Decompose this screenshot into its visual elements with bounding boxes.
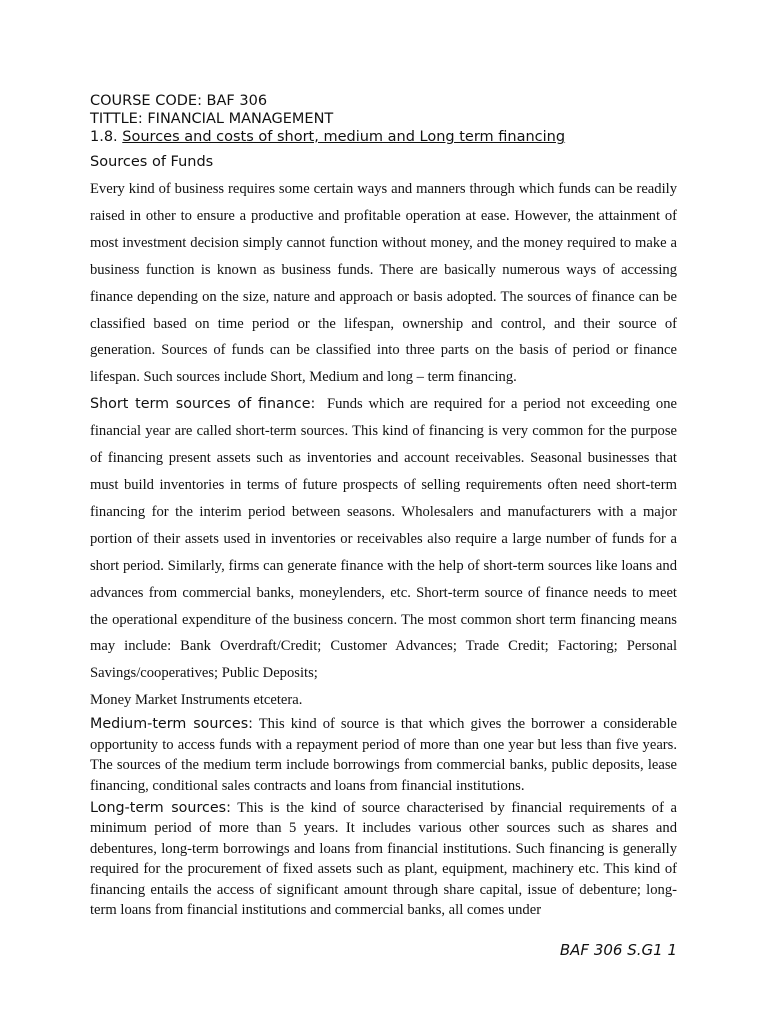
course-title: TITTLE: FINANCIAL MANAGEMENT <box>90 111 334 127</box>
long-term-paragraph <box>90 798 677 922</box>
medium-term-heading: Medium-term sources: <box>90 716 253 733</box>
short-term-heading: Short term sources of finance: <box>90 396 316 413</box>
short-term-paragraph <box>90 391 677 687</box>
section-title: Sources and costs of short, medium and Long term financing <box>122 129 566 145</box>
section-heading <box>90 128 677 146</box>
medium-term-text: This kind of source is that which gives the borrower a considerable opportunity to access funds with a repayment period of more than one year but less than five years. The sources of the medium term include borrowings from commercial banks, public deposits, lease financing, conditional sales contracts and loans from financial institutions. <box>90 716 677 794</box>
intro-paragraph: Every kind of business requires some certain ways and manners through which funds can be readily raised in other to ensure a productive and profitable operation at ease. However, the attainment of most investment decision simply cannot function without money, and the money required to make a business function is known as business funds. There are basically numerous ways of accessing finance depending on the size, nature and approach or basis adopted. The sources of finance can be classified based on time period or the lifespan, ownership and control, and their source of generation. Sources of funds can be classified into three parts on the basis of period or finance lifespan. Such sources include Short, Medium and long – term financing. <box>90 181 677 386</box>
document-page <box>90 92 677 921</box>
course-code: COURSE CODE: BAF 306 <box>90 93 268 109</box>
long-term-heading: Long-term sources: <box>90 799 231 816</box>
short-term-text: Funds which are required for a period not exceeding one financial year are called short-term sources. This kind of financing is very common for the purpose of financing present assets such as inventories and account receivables. Seasonal businesses that must build inventories in terms of future prospects of selling requirements often need short-term financing for the interim period between seasons. Wholesalers and manufacturers with a major portion of their assets used in inventories or receivables also require a large number of funds for a short period. Similarly, firms can generate finance with the help of short-term sources like loans and advances from commercial banks, moneylenders, etc. Short-term source of finance needs to meet the operational expenditure of the business concern. The most common short term financing means may include: Bank Overdraft/Credit; Customer Advances; Trade Credit; Factoring; Personal Savings/cooperatives; Public Deposits; <box>90 396 677 682</box>
short-term-trailing-line: Money Market Instruments etcetera. <box>90 692 303 709</box>
long-term-text: This is the kind of source characterised by financial requirements of a minimum period of more than 5 years. It includes various other sources such as shares and debentures, long-term borrowings and loans from financial institutions. Such financing is generally required for the procurement of fixed assets such as plant, equipment, machinery etc. This kind of financing entails the access of significant amount through share capital, issue of debenture; long-term loans from financial institutions and commercial banks, all comes under <box>90 799 677 919</box>
medium-term-paragraph <box>90 714 677 796</box>
section-number: 1.8. <box>90 129 118 145</box>
subheading-sources-of-funds: Sources of Funds <box>90 154 214 170</box>
page-footer: BAF 306 S.G1 1 <box>559 941 677 959</box>
